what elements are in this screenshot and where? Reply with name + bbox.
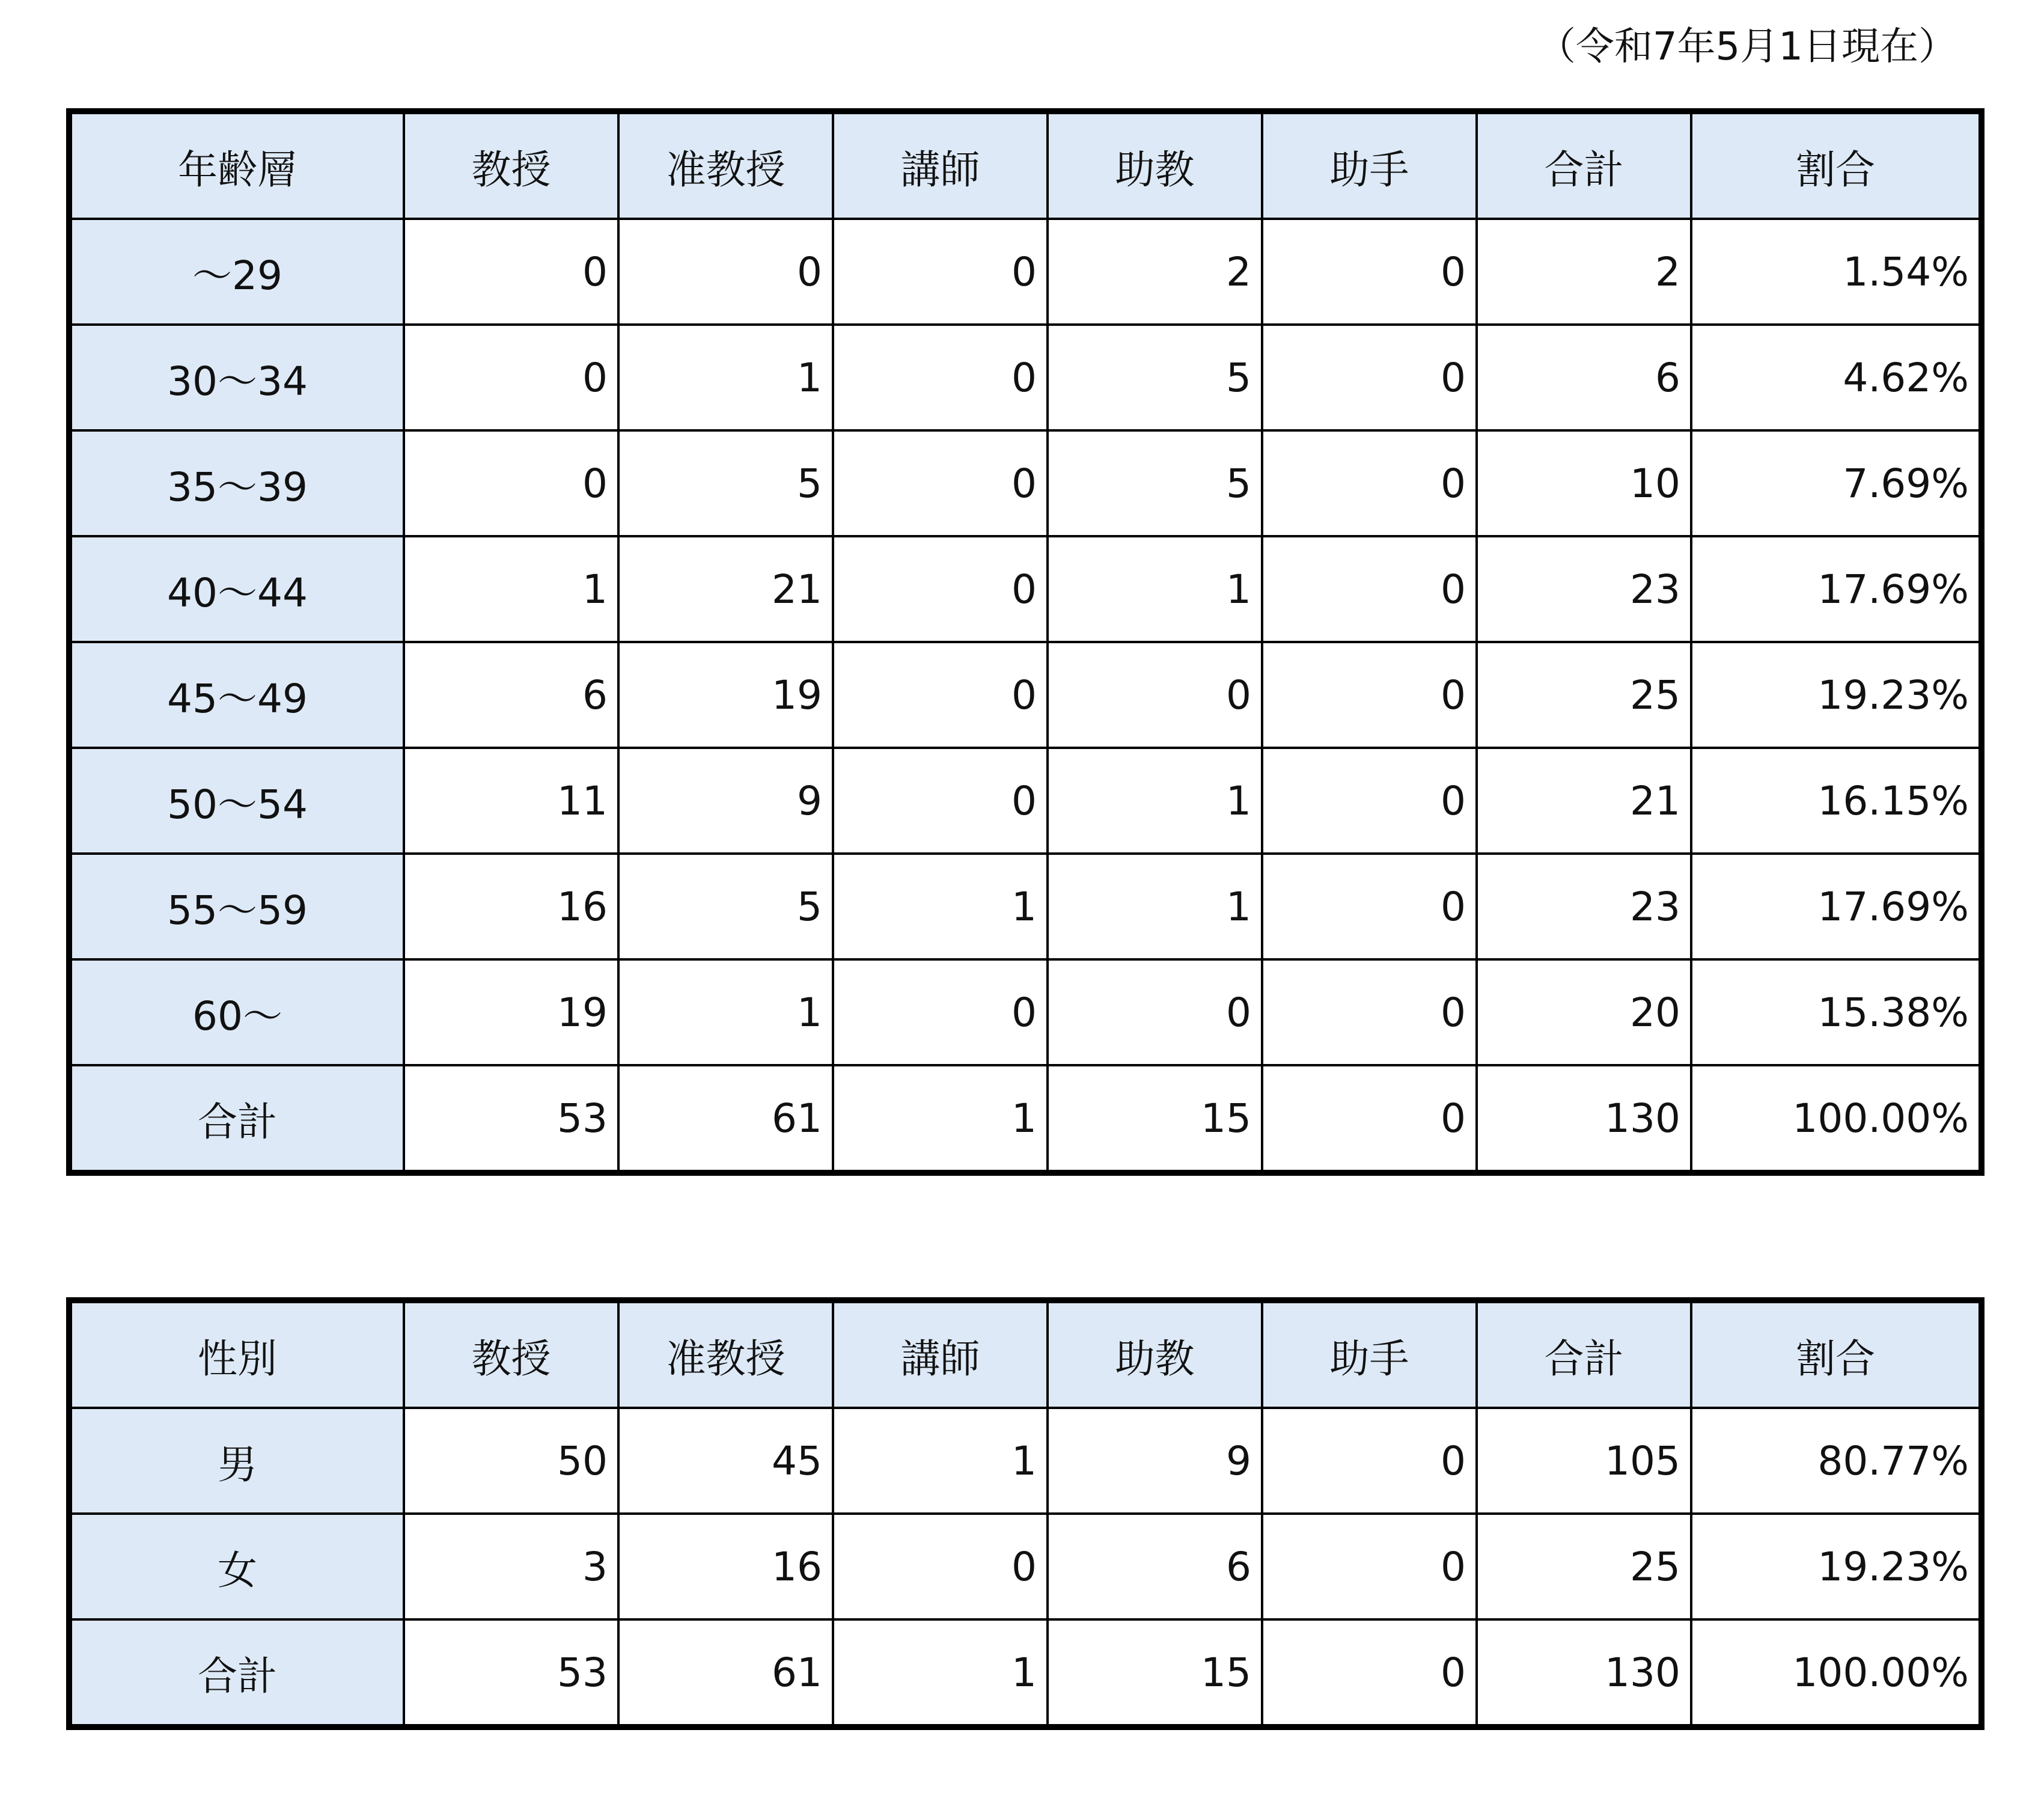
- table-cell: 5: [618, 854, 833, 959]
- table-cell: 130: [1477, 1619, 1691, 1727]
- table-cell: 0: [1262, 430, 1477, 536]
- table-cell: 80.77%: [1691, 1408, 1981, 1514]
- row-label: 合計: [69, 1065, 404, 1173]
- table-cell: 53: [404, 1619, 618, 1727]
- row-label: 〜29: [69, 219, 404, 325]
- table-cell: 16: [618, 1514, 833, 1619]
- table-cell: 16.15%: [1691, 748, 1981, 854]
- table-cell: 100.00%: [1691, 1619, 1981, 1727]
- table-row: [69, 430, 1981, 536]
- table-cell: 0: [1262, 748, 1477, 854]
- table-cell: 0: [1262, 1619, 1477, 1727]
- row-label: 30〜34: [69, 325, 404, 430]
- table-cell: 0: [1262, 536, 1477, 642]
- table-cell: 17.69%: [1691, 854, 1981, 959]
- column-header: 助教: [1048, 111, 1262, 219]
- table-cell: 23: [1477, 536, 1691, 642]
- table-cell: 0: [1262, 1065, 1477, 1173]
- table-cell: 105: [1477, 1408, 1691, 1514]
- row-label: 50〜54: [69, 748, 404, 854]
- row-label: 60〜: [69, 959, 404, 1065]
- table-cell: 0: [1262, 854, 1477, 959]
- table-cell: 21: [618, 536, 833, 642]
- table-cell: 1.54%: [1691, 219, 1981, 325]
- table-cell: 19: [404, 959, 618, 1065]
- table-row: [69, 854, 1981, 959]
- table-cell: 1: [1048, 854, 1262, 959]
- table-cell: 1: [618, 959, 833, 1065]
- row-label: 男: [69, 1408, 404, 1514]
- column-header: 年齢層: [69, 111, 404, 219]
- table-cell: 3: [404, 1514, 618, 1619]
- table-cell: 17.69%: [1691, 536, 1981, 642]
- table-row: [69, 959, 1981, 1065]
- table-cell: 0: [618, 219, 833, 325]
- column-header: 講師: [833, 111, 1048, 219]
- table-cell: 19.23%: [1691, 642, 1981, 748]
- table-cell: 0: [1262, 1408, 1477, 1514]
- table-cell: 100.00%: [1691, 1065, 1981, 1173]
- table-cell: 1: [618, 325, 833, 430]
- table-cell: 53: [404, 1065, 618, 1173]
- table-cell: 15.38%: [1691, 959, 1981, 1065]
- column-header: 講師: [833, 1300, 1048, 1408]
- table-cell: 0: [833, 959, 1048, 1065]
- table-cell: 4.62%: [1691, 325, 1981, 430]
- table-cell: 11: [404, 748, 618, 854]
- column-header: 准教授: [618, 111, 833, 219]
- table-cell: 9: [1048, 1408, 1262, 1514]
- column-header: 助教: [1048, 1300, 1262, 1408]
- table-cell: 1: [833, 854, 1048, 959]
- table-row: [69, 642, 1981, 748]
- table-row: [69, 219, 1981, 325]
- table-cell: 16: [404, 854, 618, 959]
- table-cell: 0: [1262, 325, 1477, 430]
- header-row: [69, 111, 1981, 219]
- table-cell: 7.69%: [1691, 430, 1981, 536]
- table-cell: 0: [833, 642, 1048, 748]
- table-cell: 2: [1477, 219, 1691, 325]
- table-row: [69, 1408, 1981, 1514]
- table-row: [69, 748, 1981, 854]
- table-cell: 1: [1048, 748, 1262, 854]
- table-cell: 0: [833, 430, 1048, 536]
- column-header: 合計: [1477, 1300, 1691, 1408]
- row-label: 45〜49: [69, 642, 404, 748]
- table-row: [69, 1065, 1981, 1173]
- column-header: 合計: [1477, 111, 1691, 219]
- table-cell: 1: [833, 1065, 1048, 1173]
- row-label: 35〜39: [69, 430, 404, 536]
- table-cell: 0: [833, 219, 1048, 325]
- table-cell: 19.23%: [1691, 1514, 1981, 1619]
- table-cell: 0: [833, 536, 1048, 642]
- column-header: 割合: [1691, 1300, 1981, 1408]
- table-cell: 0: [1048, 959, 1262, 1065]
- table-cell: 2: [1048, 219, 1262, 325]
- table-cell: 61: [618, 1065, 833, 1173]
- table-cell: 0: [1048, 642, 1262, 748]
- age-distribution-table: [66, 108, 1985, 1176]
- table-cell: 5: [1048, 430, 1262, 536]
- column-header: 教授: [404, 1300, 618, 1408]
- table-cell: 61: [618, 1619, 833, 1727]
- table-cell: 20: [1477, 959, 1691, 1065]
- table-row: [69, 1514, 1981, 1619]
- table-cell: 130: [1477, 1065, 1691, 1173]
- table-cell: 5: [618, 430, 833, 536]
- table-cell: 0: [833, 325, 1048, 430]
- table-cell: 21: [1477, 748, 1691, 854]
- column-header: 教授: [404, 111, 618, 219]
- table-row: [69, 325, 1981, 430]
- table-cell: 1: [1048, 536, 1262, 642]
- column-header: 助手: [1262, 111, 1477, 219]
- table-cell: 10: [1477, 430, 1691, 536]
- gender-distribution-table: [66, 1297, 1985, 1730]
- table-row: [69, 1619, 1981, 1727]
- table-cell: 9: [618, 748, 833, 854]
- header-row: [69, 1300, 1981, 1408]
- column-header: 割合: [1691, 111, 1981, 219]
- table-cell: 23: [1477, 854, 1691, 959]
- table-cell: 15: [1048, 1065, 1262, 1173]
- table-cell: 0: [1262, 1514, 1477, 1619]
- table-cell: 1: [833, 1408, 1048, 1514]
- table-cell: 50: [404, 1408, 618, 1514]
- table-cell: 19: [618, 642, 833, 748]
- table-cell: 25: [1477, 1514, 1691, 1619]
- row-label: 合計: [69, 1619, 404, 1727]
- column-header: 准教授: [618, 1300, 833, 1408]
- table-cell: 0: [1262, 642, 1477, 748]
- table-cell: 25: [1477, 642, 1691, 748]
- table-cell: 0: [833, 748, 1048, 854]
- column-header: 性別: [69, 1300, 404, 1408]
- table-cell: 6: [1048, 1514, 1262, 1619]
- table-cell: 0: [1262, 219, 1477, 325]
- table-cell: 5: [1048, 325, 1262, 430]
- table-cell: 0: [404, 430, 618, 536]
- table-cell: 1: [833, 1619, 1048, 1727]
- row-label: 女: [69, 1514, 404, 1619]
- table-cell: 15: [1048, 1619, 1262, 1727]
- table-cell: 0: [833, 1514, 1048, 1619]
- table-cell: 6: [404, 642, 618, 748]
- table-cell: 1: [404, 536, 618, 642]
- column-header: 助手: [1262, 1300, 1477, 1408]
- table-cell: 0: [404, 219, 618, 325]
- table-cell: 6: [1477, 325, 1691, 430]
- table-row: [69, 536, 1981, 642]
- as-of-date: （令和7年5月1日現在）: [1537, 25, 1957, 69]
- row-label: 55〜59: [69, 854, 404, 959]
- table-cell: 0: [1262, 959, 1477, 1065]
- row-label: 40〜44: [69, 536, 404, 642]
- table-cell: 0: [404, 325, 618, 430]
- table-cell: 45: [618, 1408, 833, 1514]
